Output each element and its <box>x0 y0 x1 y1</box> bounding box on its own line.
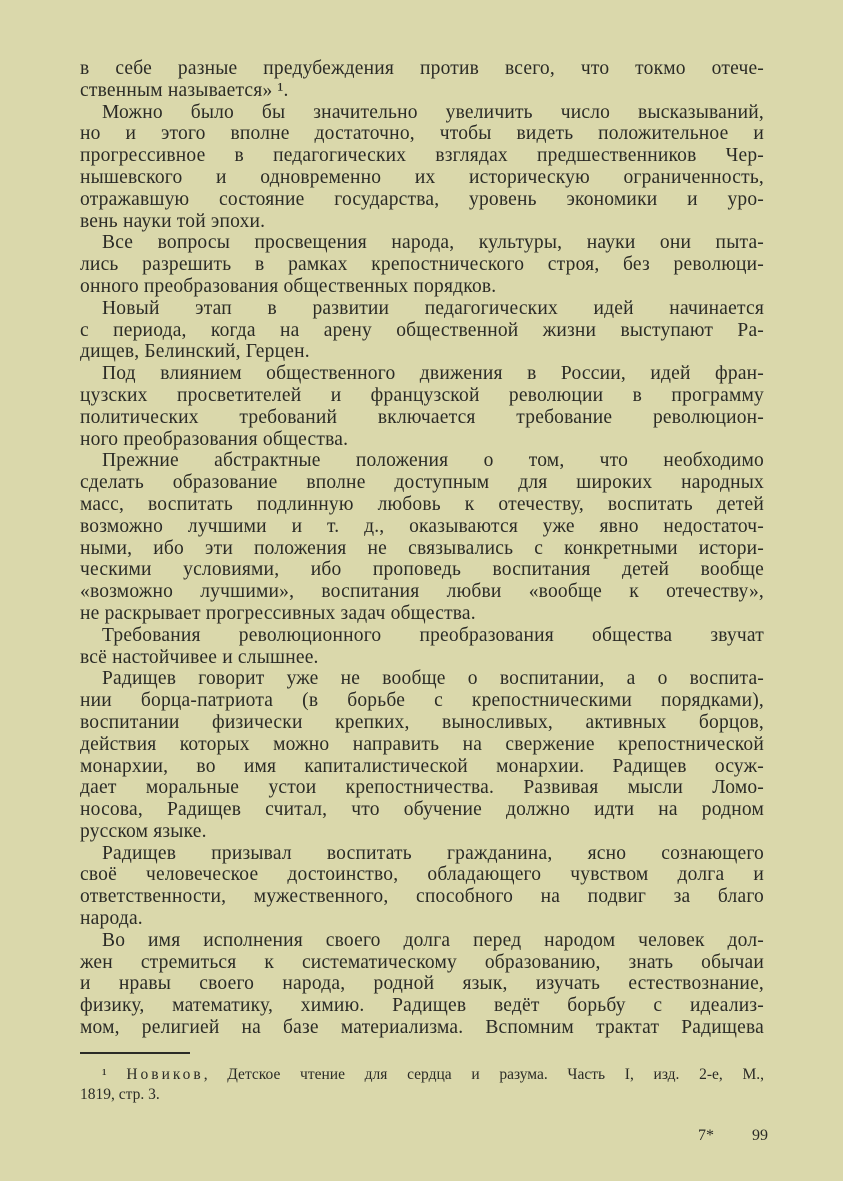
text-line: Требования революционного преобразования общества звучат <box>102 624 764 646</box>
text-line: онного преобразования общественных порядков. <box>80 275 497 297</box>
paragraph <box>80 930 764 1039</box>
text-line: ственным называется» ¹. <box>80 79 289 101</box>
text-line: нышевского и одновременно их историческую ограниченность, <box>80 166 764 188</box>
text-line: физику, математику, химию. Радищев ведёт борьбу с идеализ- <box>80 995 764 1017</box>
text-line: не раскрывает прогрессивных задач общества. <box>80 602 476 624</box>
text-line: ными, ибо эти положения не связывались с конкретными истори- <box>80 537 764 559</box>
text-line: ческими условиями, ибо проповедь воспитания детей вообще <box>80 559 764 581</box>
paragraph <box>80 625 764 669</box>
text-line: действия которых можно направить на свержение крепостнической <box>80 733 764 755</box>
text-line: русском языке. <box>80 820 207 842</box>
footnote-marker: ¹ <box>102 1066 107 1083</box>
text-line: в себе разные предубеждения против всего, что токмо отече- <box>80 58 764 79</box>
text-line: Радищев говорит уже не вообще о воспитании, а о воспита- <box>102 668 764 690</box>
text-line: политических требований включается требование революцион- <box>80 406 764 428</box>
text-line: носова, Радищев считал, что обучение должно идти на родном <box>80 799 764 821</box>
text-line: сделать образование вполне доступным для широких народных <box>80 472 764 494</box>
footnote-line <box>80 1065 764 1085</box>
footnote-line: 1819, стр. 3. <box>80 1086 160 1103</box>
text-line: нии борца-патриота (в борьбе с крепостническими порядками), <box>80 690 764 712</box>
text-line: Можно было бы значительно увеличить число высказываний, <box>102 101 764 123</box>
text-line: монархии, во имя капиталистической монархии. Радищев осуж- <box>80 755 764 777</box>
text-line: масс, воспитать подлинную любовь к отечеству, воспитать детей <box>80 493 764 515</box>
text-line: дает моральные устои крепостничества. Развивая мысли Ломо- <box>80 777 764 799</box>
text-line: и нравы своего народа, родной язык, изучать естествознание, <box>80 973 764 995</box>
paragraph <box>80 450 764 624</box>
text-line: жен стремиться к систематическому образованию, знать обычаи <box>80 951 764 973</box>
text-line: Новый этап в развитии педагогических идей начинается <box>102 297 764 319</box>
paragraph <box>80 668 764 842</box>
footnote-citation: , Детское чтение для сердца и разума. Часть I, изд. 2-е, М., <box>203 1066 765 1083</box>
page-number: 99 <box>752 1127 768 1144</box>
footnote-separator <box>80 1052 190 1054</box>
text-line: дищев, Белинский, Герцен. <box>80 341 310 363</box>
text-line: мом, религией на базе материализма. Вспомним трактат Радищева <box>80 1017 764 1039</box>
paragraph <box>80 102 764 233</box>
signature-mark: 7* <box>698 1127 714 1144</box>
text-line: ного преобразования общества. <box>80 428 349 450</box>
text-line: всё настойчивее и слышнее. <box>80 646 319 668</box>
text-line: прогрессивное в педагогических взглядах предшественников Чер- <box>80 145 764 167</box>
paragraph <box>80 843 764 930</box>
text-line: с периода, когда на арену общественной жизни выступают Ра- <box>80 319 764 341</box>
text-line: цузских просветителей и французской революции в программу <box>80 384 764 406</box>
text-line: отражавшую состояние государства, уровень экономики и уро- <box>80 188 764 210</box>
body-text <box>80 58 764 1039</box>
text-line: народа. <box>80 908 143 930</box>
text-line: Все вопросы просвещения народа, культуры, науки они пыта- <box>102 232 764 254</box>
paragraph <box>80 298 764 363</box>
text-line: своё человеческое достоинство, обладающего чувством долга и <box>80 864 764 886</box>
text-line: Под влиянием общественного движения в России, идей фран- <box>102 363 764 385</box>
text-line: «возможно лучшими», воспитания любви «вообще к отечеству», <box>80 581 764 603</box>
text-line: вень науки той эпохи. <box>80 210 266 232</box>
text-line: Радищев призывал воспитать гражданина, ясно сознающего <box>102 842 764 864</box>
text-line: возможно лучшими и т. д., оказываются уже явно недостаточ- <box>80 515 764 537</box>
text-line: лись разрешить в рамках крепостнического строя, без революци- <box>80 254 764 276</box>
paragraph <box>80 232 764 297</box>
text-line: ответственности, мужественного, способного на подвиг за благо <box>80 886 764 908</box>
text-line: Прежние абстрактные положения о том, что необходимо <box>102 450 764 472</box>
footnote-author: Новиков <box>126 1066 204 1083</box>
text-line: Во имя исполнения своего долга перед народом человек дол- <box>102 929 764 951</box>
footnote <box>80 1065 764 1105</box>
text-line: но и этого вполне достаточно, чтобы видеть положительное и <box>80 123 764 145</box>
paragraph <box>80 58 764 102</box>
paragraph <box>80 363 764 450</box>
text-line: воспитании физически крепких, выносливых, активных борцов, <box>80 711 764 733</box>
